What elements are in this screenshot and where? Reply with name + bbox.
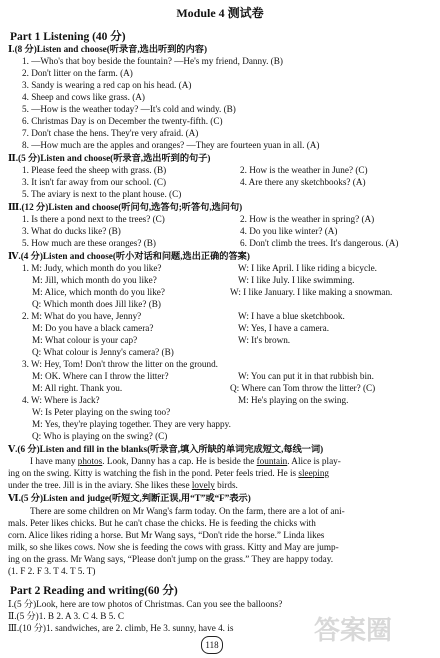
text: under the tree. Jill is in the aviary. She likes these xyxy=(8,480,192,490)
s4-line: M: What colour is your cap? xyxy=(32,335,138,345)
s4-line: W: Yes, I have a camera. xyxy=(238,323,329,333)
s4-line: M: Alice, which month do you like? xyxy=(32,287,165,297)
section4-heading: Ⅳ.(4 分)Listen and choose(听小对话和问题,选出正确的答案) xyxy=(8,251,250,261)
answer-blank: sleeping xyxy=(298,468,330,478)
s2-item: 3. It isn't far away from our school. (C) xyxy=(22,177,167,187)
s4-line: W: Is Peter playing on the swing too? xyxy=(32,407,171,417)
s3-item: 2. How is the weather in spring? (A) xyxy=(240,214,375,224)
s4-line: W: I like July. I like swimming. xyxy=(238,275,355,285)
s4-line: W: I like January. I like making a snowman. xyxy=(230,287,393,297)
s4-line: W: It's brown. xyxy=(238,335,291,345)
part1-heading: Part 1 Listening (40 分) xyxy=(10,31,126,43)
s4-line: Q: What colour is Jenny's camera? (B) xyxy=(32,347,174,357)
passage6-line: ing on the grass. Mr Wang says, “Please don't jump on the grass.” They are happy today. xyxy=(8,554,334,564)
section3-heading: Ⅲ.(12 分)Listen and choose(听问句,选答句;听答句,选问句) xyxy=(8,202,243,212)
s1-item: 8. —How much are the apples and oranges? —They are fourteen yuan in all. (A) xyxy=(22,140,320,150)
s1-item: 4. Sheep and cows like grass. (A) xyxy=(22,92,145,102)
reading-2: Ⅱ.(5 分)1. B 2. A 3. C 4. B 5. C xyxy=(8,611,124,621)
text: . Look, Danny has a cap. He is beside the xyxy=(102,456,257,466)
s4-line: M: Do you have a black camera? xyxy=(32,323,154,333)
passage5-line xyxy=(30,455,341,467)
passage6-line: corn. Alice likes riding a horse. But Mr Wang says, “Don't ride the horse.” Linda likes xyxy=(8,530,325,540)
reading-3: Ⅲ.(10 分)1. sandwiches, are 2. climb, He 3. sunny, have 4. is xyxy=(8,623,234,633)
s3-item: 1. Is there a pond next to the trees? (C) xyxy=(22,214,165,224)
s2-item: 2. How is the weather in June? (C) xyxy=(240,165,368,175)
text: birds. xyxy=(214,480,238,490)
s4-line: M: All right. Thank you. xyxy=(32,383,123,393)
s1-item: 6. Christmas Day is on December the twenty-fifth. (C) xyxy=(22,116,223,126)
s4-line: M: OK. Where can I throw the litter? xyxy=(32,371,169,381)
s4-line: Q: Where can Tom throw the litter? (C) xyxy=(230,383,376,393)
passage5-line xyxy=(8,479,238,491)
s4-line: M: Yes, they're playing together. They are very happy. xyxy=(32,419,231,429)
answer-blank: fountain xyxy=(256,456,288,466)
s2-item: 5. The aviary is next to the plant house. (C) xyxy=(22,189,182,199)
s4-line: Q: Which month does Jill like? (B) xyxy=(32,299,161,309)
passage6-answers: (1. F 2. F 3. T 4. T 5. T) xyxy=(8,566,96,576)
text: I have many xyxy=(30,456,78,466)
part2-heading: Part 2 Reading and writing(60 分) xyxy=(10,585,178,597)
section1-heading: Ⅰ.(8 分)Listen and choose(听录音,选出听到的内容) xyxy=(8,44,208,54)
s4-line: W: I like April. I like riding a bicycle. xyxy=(238,263,377,273)
s1-item: 5. —How is the weather today? —It's cold and windy. (B) xyxy=(22,104,236,114)
answer-blank: lovely xyxy=(191,480,215,490)
s3-item: 3. What do ducks like? (B) xyxy=(22,226,121,236)
s1-item: 2. Don't litter on the farm. (A) xyxy=(22,68,133,78)
s4-line: W: You can put it in that rubbish bin. xyxy=(238,371,374,381)
s2-item: 4. Are there any sketchbooks? (A) xyxy=(240,177,366,187)
s4-line: M: He's playing on the swing. xyxy=(238,395,349,405)
s4-line: 4. W: Where is Jack? xyxy=(22,395,100,405)
section2-heading: Ⅱ.(5 分)Listen and choose(听录音,选出听到的句子) xyxy=(8,153,211,163)
s3-item: 4. Do you like winter? (A) xyxy=(240,226,338,236)
watermark: 答案圈 xyxy=(314,616,393,646)
s1-item: 1. —Who's that boy beside the fountain? —He's my friend, Danny. (B) xyxy=(22,56,283,66)
section6-heading: Ⅵ.(5 分)Listen and judge(听短文,判断正误,用“T”或“F”表示) xyxy=(8,493,251,503)
answer-blank: photos xyxy=(77,456,103,466)
s1-item: 3. Sandy is wearing a red cap on his head. (A) xyxy=(22,80,192,90)
passage5-line xyxy=(8,467,329,479)
s3-item: 5. How much are these oranges? (B) xyxy=(22,238,156,248)
s4-line: 3. W: Hey, Tom! Don't throw the litter on the ground. xyxy=(22,359,218,369)
s4-line: M: Jill, which month do you like? xyxy=(32,275,157,285)
section5-heading: Ⅴ.(6 分)Listen and fill in the blanks(听录音,填入所缺的单词完成短文,每线一词) xyxy=(8,444,324,454)
s4-line: Q: Who is playing on the swing? (C) xyxy=(32,431,168,441)
text: . Alice is play- xyxy=(287,456,341,466)
s4-line: 2. M: What do you have, Jenny? xyxy=(22,311,142,321)
s2-item: 1. Please feed the sheep with grass. (B) xyxy=(22,165,167,175)
text: ing on the swing. Kitty is watching the fish in the pond. Peter feels tried. He is xyxy=(8,468,299,478)
reading-1: Ⅰ.(5 分)Look, here are tow photos of Christmas. Can you see the balloons? xyxy=(8,599,283,609)
s3-item: 6. Don't climb the trees. It's dangerous. (A) xyxy=(240,238,399,248)
s4-line: W: I have a blue sketchbook. xyxy=(238,311,345,321)
page-number: 118 xyxy=(201,636,223,654)
passage6-line: mals. Peter likes chicks. But he can't chase the chicks. He is feeding the chicks with xyxy=(8,518,316,528)
passage6-line: There are some children on Mr Wang's farm today. On the farm, there are a lot of ani- xyxy=(30,506,345,516)
s4-line: 1. M: Judy, which month do you like? xyxy=(22,263,162,273)
s1-item: 7. Don't chase the hens. They're very afraid. (A) xyxy=(22,128,199,138)
page-title: Module 4 测试卷 xyxy=(176,6,264,20)
passage6-line: milk, so she likes cows. Now she is feeding the cows with grass. Kitty and May are jump- xyxy=(8,542,339,552)
